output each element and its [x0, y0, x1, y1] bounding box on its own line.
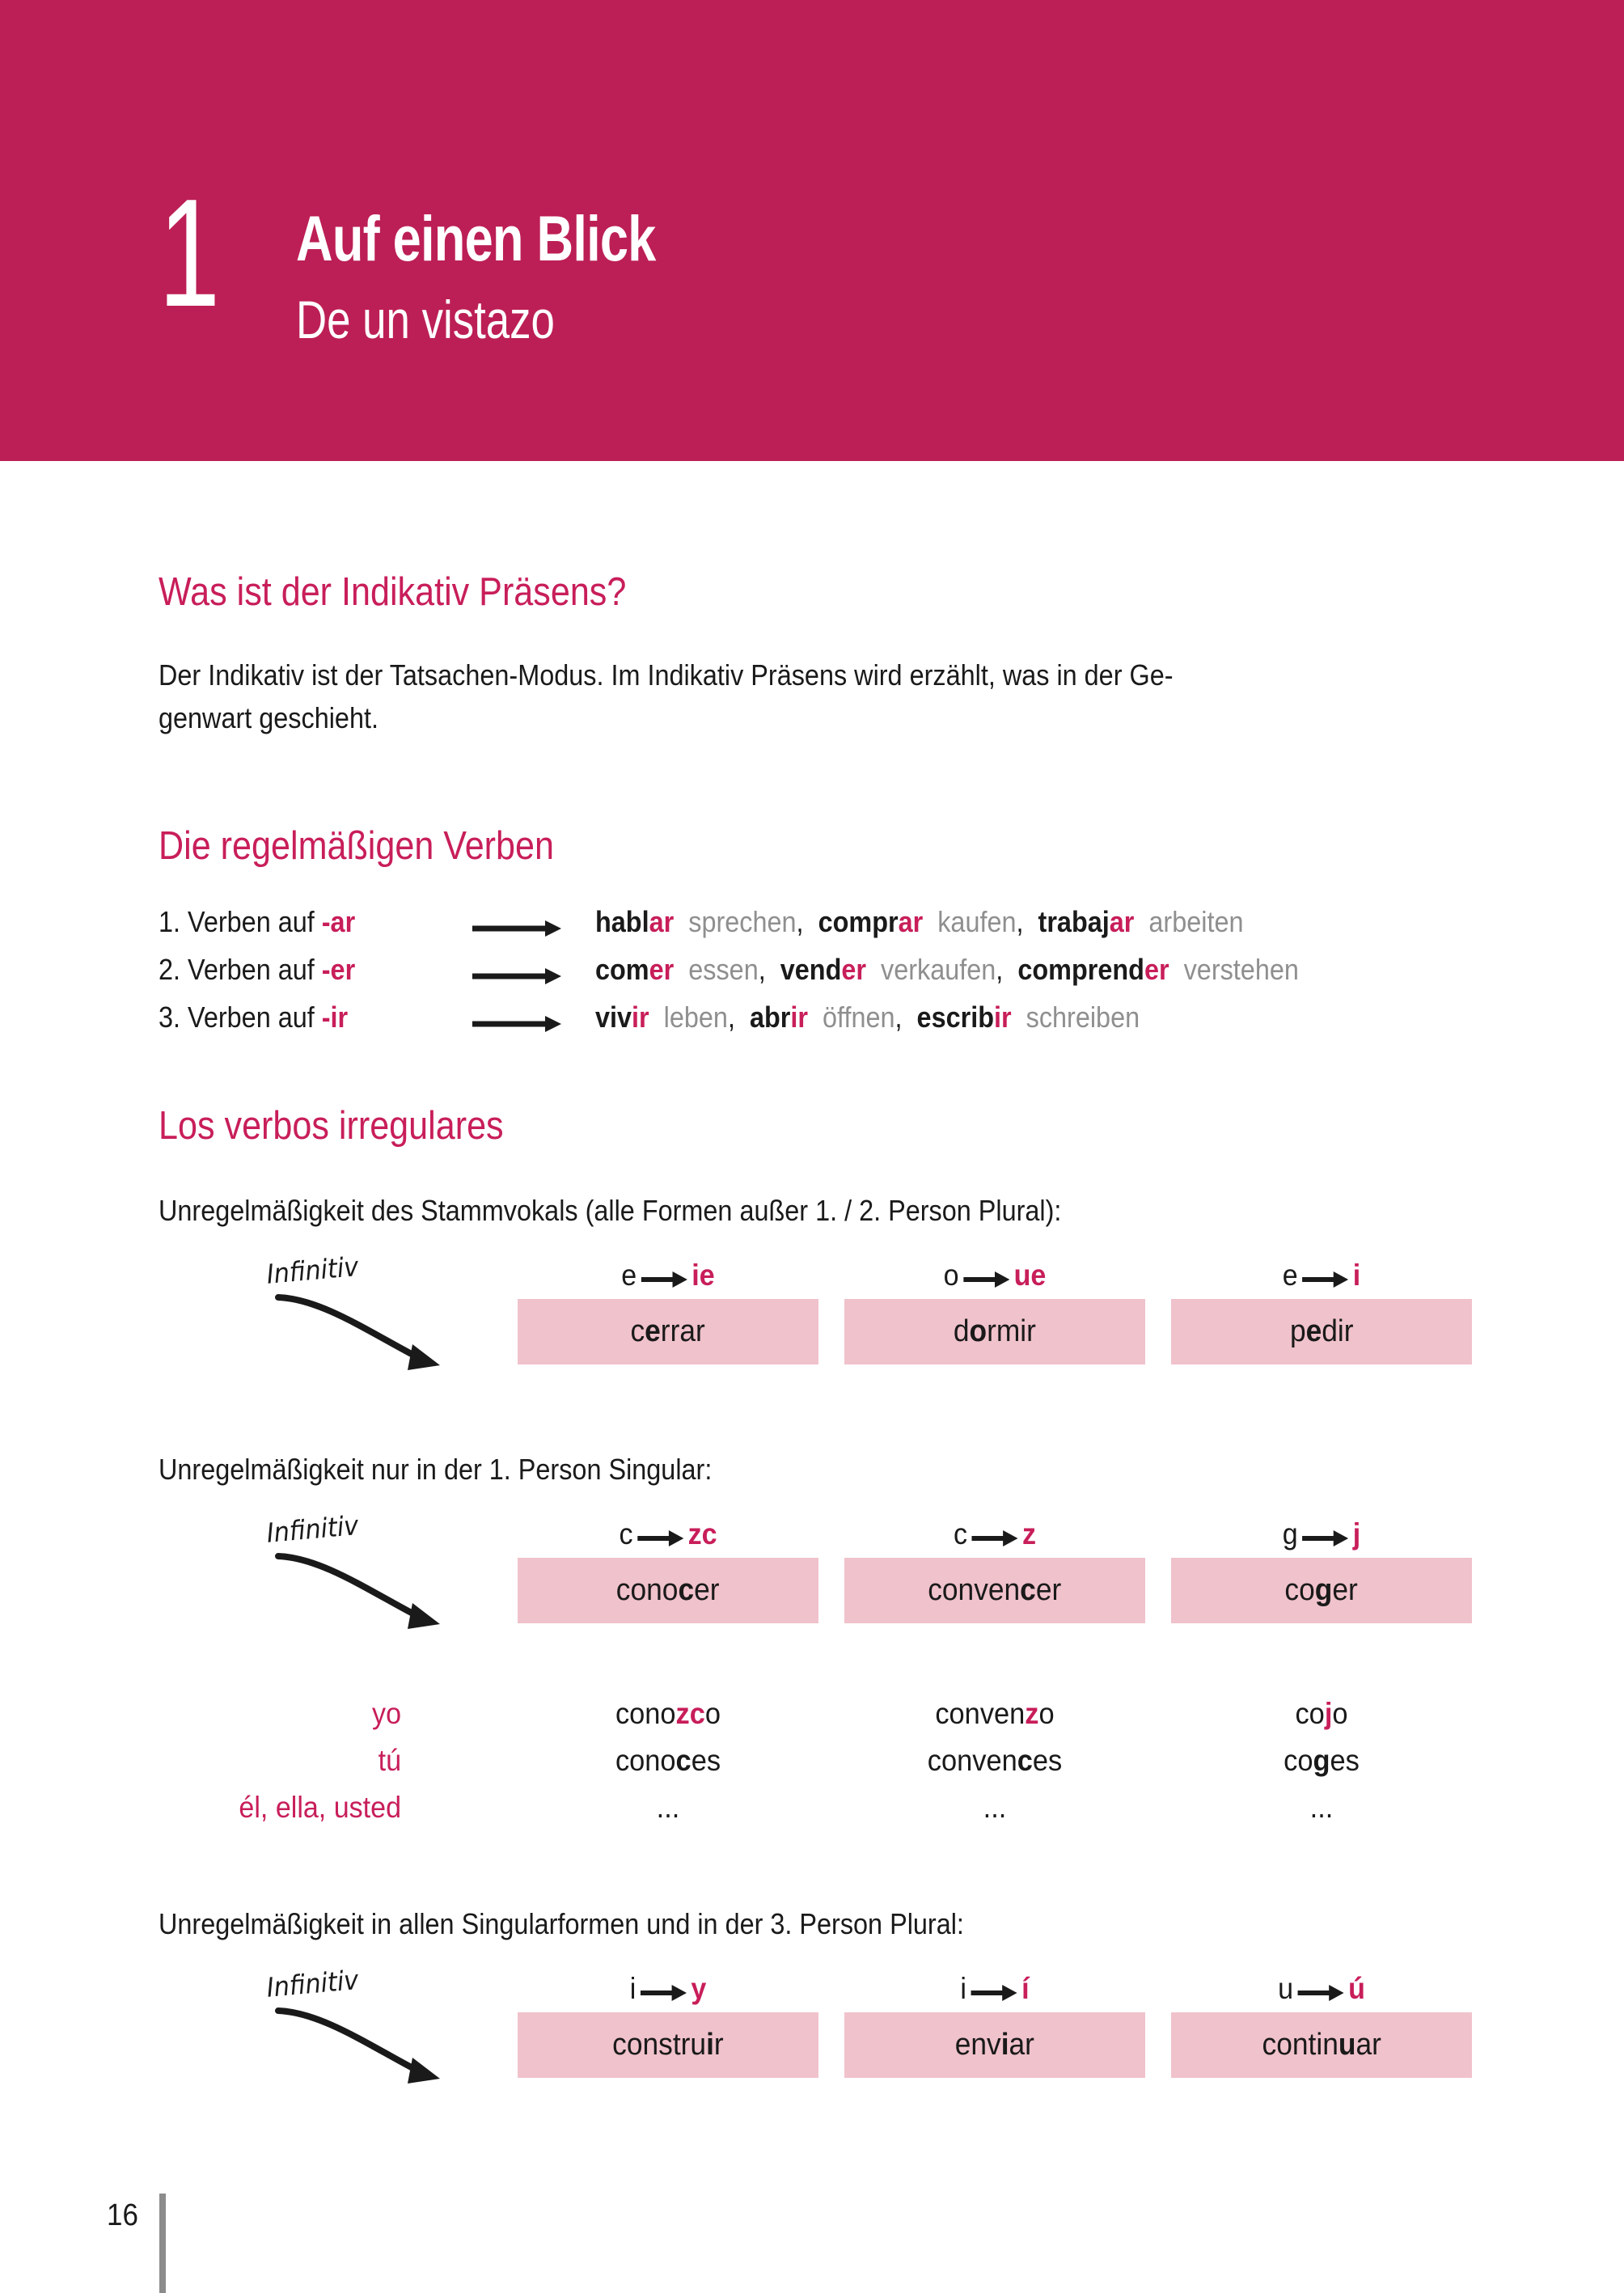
verb-columns	[518, 1511, 1504, 1623]
curved-arrow-icon	[273, 1291, 484, 1388]
right-arrow-icon	[971, 1985, 1017, 1996]
conjugation-row	[159, 1697, 1533, 1744]
chapter-number: 1	[159, 167, 218, 339]
conjugation-row	[159, 1791, 1533, 1838]
right-arrow-icon	[472, 967, 561, 979]
footer-rule	[159, 2194, 166, 2293]
conjugation-cell: coges	[1284, 1744, 1360, 1777]
infinitiv-label: Infinitiv	[265, 1964, 360, 2003]
right-arrow-icon	[637, 1530, 683, 1542]
conjugation-pronoun: tú	[378, 1744, 401, 1777]
verb-column	[844, 1252, 1145, 1364]
verb-columns	[518, 1965, 1504, 2078]
regular-verb-examples: comer essen, vender verkaufen, comprender verstehen	[595, 953, 1299, 986]
irregular-block-0-intro: Unregelmäßigkeit des Stammvokals (alle Formen außer 1. / 2. Person Plural):	[159, 1194, 1062, 1227]
regular-verbs-list	[159, 904, 1533, 1047]
chapter-subtitle: De un vistazo	[296, 290, 555, 349]
regular-verb-row	[159, 952, 1533, 1000]
infinitiv-annotation	[259, 1252, 534, 1381]
infinitiv-label: Infinitiv	[265, 1250, 360, 1290]
verb-column	[844, 1511, 1145, 1623]
vowel-change-rule: g j	[1282, 1517, 1361, 1551]
right-arrow-icon	[472, 919, 561, 932]
conjugation-cell: cojo	[1295, 1697, 1348, 1730]
curved-arrow-icon	[273, 2004, 484, 2101]
verb-column	[1171, 1965, 1472, 2078]
conjugation-row	[159, 1744, 1533, 1791]
conjugation-pronoun: yo	[372, 1697, 401, 1730]
infinitive-box: coger	[1171, 1558, 1472, 1623]
page-number: 16	[107, 2198, 138, 2232]
vowel-change-rule: i y	[629, 1972, 707, 2005]
vowel-change-rule: u ú	[1278, 1972, 1365, 2005]
verb-column	[518, 1511, 818, 1623]
regular-verb-label: 2. Verben auf -er	[159, 953, 356, 986]
infinitiv-annotation	[259, 1965, 534, 2095]
infinitive-box: dormir	[844, 1299, 1145, 1364]
heading-was-ist-der-indikativ-praesens: Was ist der Indikativ Präsens?	[159, 570, 627, 614]
verb-column	[1171, 1252, 1472, 1364]
verb-columns	[518, 1252, 1504, 1364]
right-arrow-icon	[472, 1014, 561, 1027]
conjugation-cell: conozco	[615, 1697, 721, 1730]
right-arrow-icon	[641, 1985, 687, 1996]
vowel-change-rule: i í	[960, 1972, 1030, 2005]
verb-column	[844, 1965, 1145, 2078]
intro-paragraph-line-2: genwart geschieht.	[159, 701, 379, 734]
right-arrow-icon	[1302, 1271, 1348, 1283]
vowel-change-rule: e ie	[621, 1259, 715, 1292]
right-arrow-icon	[1298, 1985, 1344, 1996]
right-arrow-icon	[963, 1271, 1009, 1283]
infinitive-box: conocer	[518, 1558, 818, 1623]
infinitiv-label: Infinitiv	[265, 1509, 360, 1549]
regular-verb-label: 3. Verben auf -ir	[159, 1001, 349, 1034]
regular-verb-row	[159, 904, 1533, 952]
infinitive-box: convencer	[844, 1558, 1145, 1623]
conjugation-pronoun: él, ella, usted	[239, 1791, 401, 1824]
infinitive-box: pedir	[1171, 1299, 1472, 1364]
regular-verb-examples: hablar sprechen, comprar kaufen, trabajar arbeiten	[595, 905, 1244, 938]
vowel-change-rule: o ue	[943, 1259, 1047, 1292]
conjugation-cell: convenzo	[935, 1697, 1055, 1730]
verb-column	[518, 1252, 818, 1364]
conjugation-cell: ...	[1309, 1791, 1334, 1824]
conjugation-cell: convences	[927, 1744, 1063, 1777]
curved-arrow-icon	[273, 1550, 484, 1647]
infinitive-box: continuar	[1171, 2012, 1472, 2078]
vowel-change-rule: c zc	[619, 1517, 717, 1551]
chapter-title: Auf einen Blick	[296, 202, 656, 274]
infinitiv-annotation	[259, 1511, 534, 1640]
vowel-change-rule: e i	[1282, 1259, 1361, 1292]
intro-paragraph-line-1: Der Indikativ ist der Tatsachen-Modus. Im Indikativ Präsens wird erzählt, was in der Ge-	[159, 658, 1174, 692]
heading-los-verbos-irregulares: Los verbos irregulares	[159, 1104, 504, 1148]
conjugation-cell: conoces	[615, 1744, 721, 1777]
infinitive-box: cerrar	[518, 1299, 818, 1364]
right-arrow-icon	[971, 1530, 1017, 1542]
regular-verb-row	[159, 1000, 1533, 1047]
infinitive-box: enviar	[844, 2012, 1145, 2078]
conjugation-table	[159, 1697, 1533, 1838]
regular-verb-label: 1. Verben auf -ar	[159, 905, 356, 938]
right-arrow-icon	[641, 1271, 687, 1283]
heading-die-regelmaessigen-verben: Die regelmäßigen Verben	[159, 824, 554, 868]
irregular-block-1-intro: Unregelmäßigkeit nur in der 1. Person Singular:	[159, 1453, 713, 1486]
conjugation-cell: ...	[983, 1791, 1007, 1824]
verb-column	[1171, 1511, 1472, 1623]
conjugation-cell: ...	[656, 1791, 680, 1824]
right-arrow-icon	[1302, 1530, 1348, 1542]
vowel-change-rule: c z	[953, 1517, 1037, 1551]
chapter-header-band	[0, 0, 1624, 461]
infinitive-box: construir	[518, 2012, 818, 2078]
verb-column	[518, 1965, 818, 2078]
regular-verb-examples: vivir leben, abrir öffnen, escribir schreiben	[595, 1001, 1140, 1034]
irregular-block-2-intro: Unregelmäßigkeit in allen Singularformen und in der 3. Person Plural:	[159, 1907, 964, 1940]
